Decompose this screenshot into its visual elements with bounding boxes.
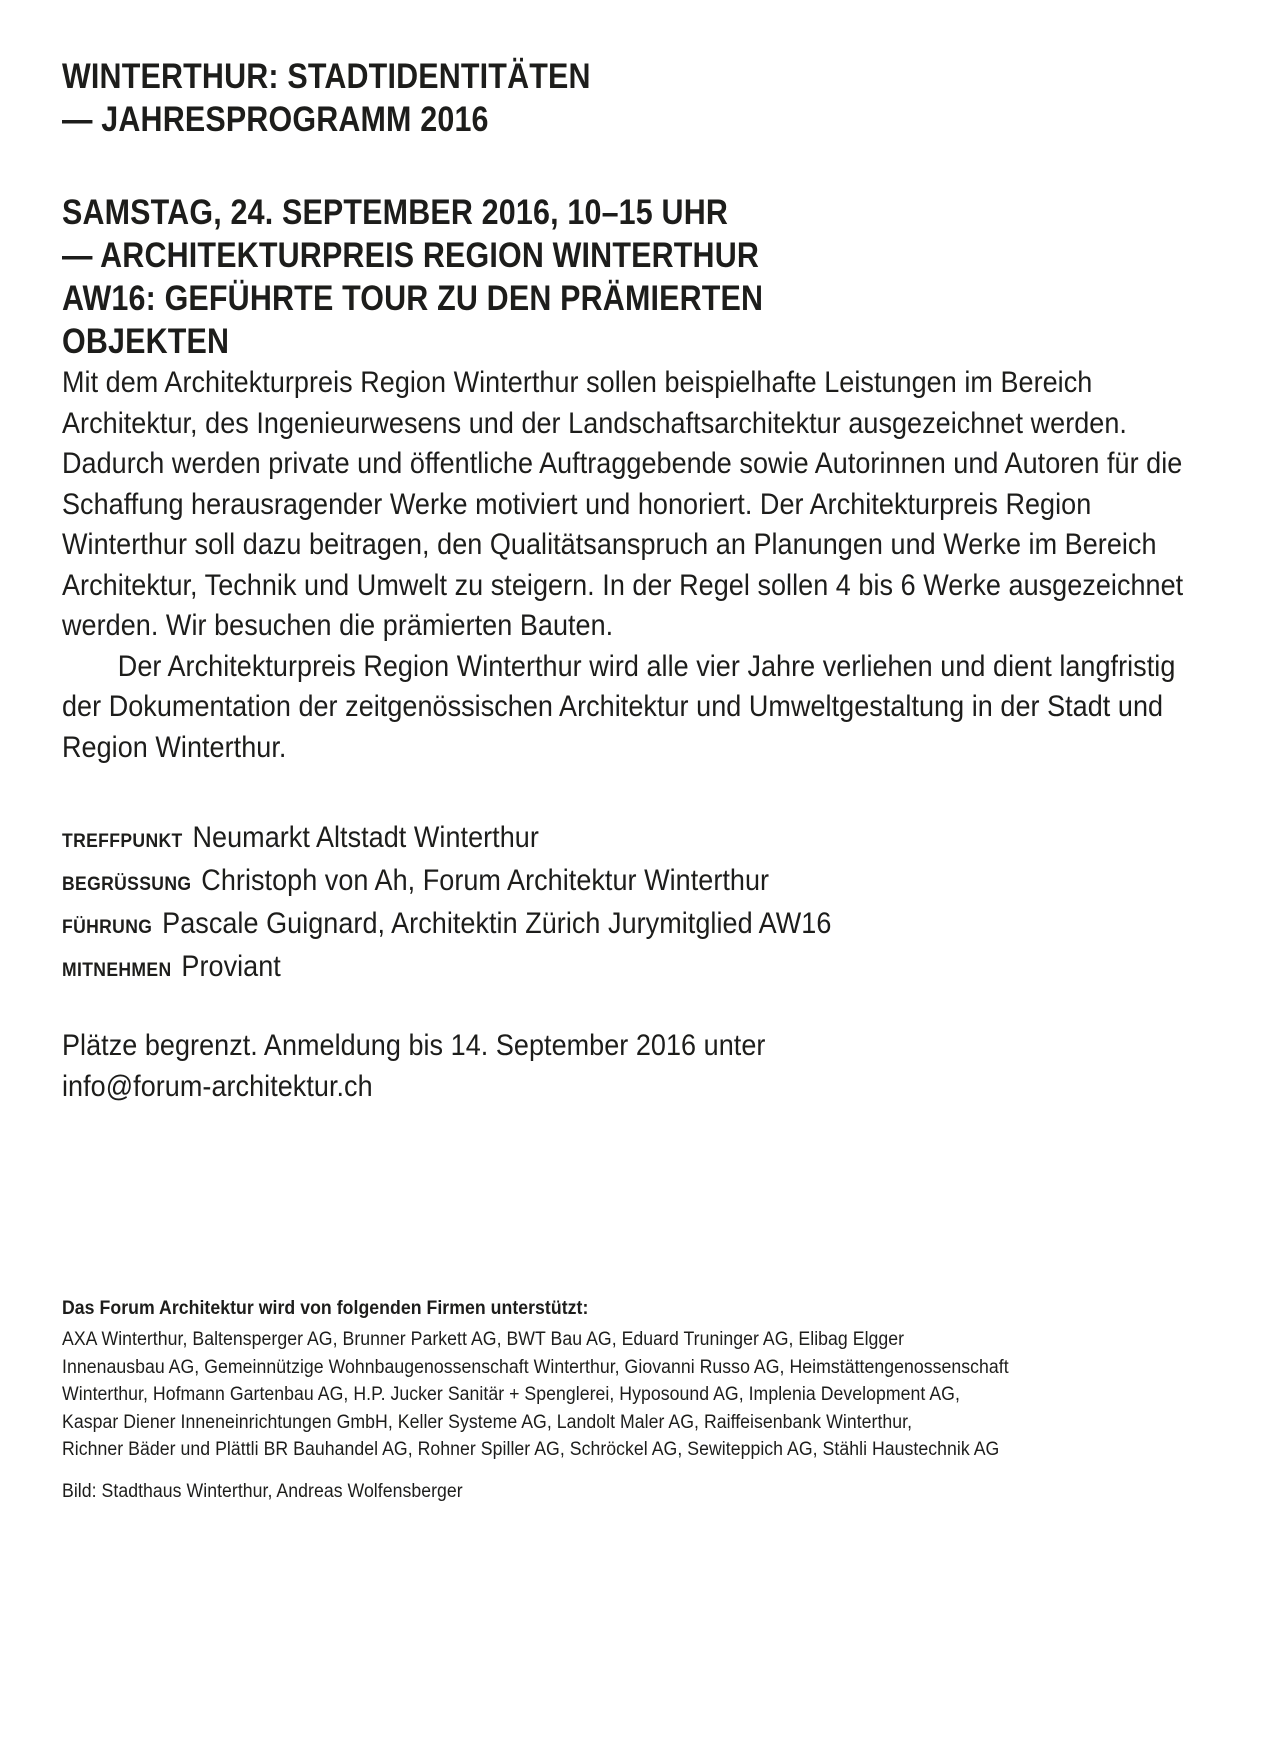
description-paragraph-1: Mit dem Architekturpreis Region Winterthur sollen beispielhafte Leistungen im Bereich Architektur, des Ingenieurwesens und der Landschaftsarchitektur ausgezeichnet werden. Dadurch werden private und öffentliche Auftraggebende sowie Autorinnen und Autoren für die Schaffung herausragender Werke motiviert und honoriert. Der Architekturpreis Region Winterthur soll dazu beitragen, den Qualitätsanspruch an Planungen und Werke im Bereich Architektur, Technik und Umwelt zu steigern. In der Regel sollen 4 bis 6 Werke ausgezeichnet werden. Wir besuchen die prämierten Bauten. bbox=[62, 366, 1184, 642]
description-spacer bbox=[62, 768, 1214, 818]
detail-row-treffpunkt bbox=[62, 818, 1215, 861]
event-details-list bbox=[62, 818, 1215, 990]
sponsors-line: Kaspar Diener Inneneinrichtungen GmbH, Keller Systeme AG, Landolt Maler AG, Raiffeisenbank Winterthur, bbox=[62, 1411, 913, 1433]
detail-row-begruessung bbox=[62, 861, 1215, 904]
sponsors-heading: Das Forum Architektur wird von folgenden Firmen unterstützt: bbox=[62, 1298, 589, 1319]
description-paragraph-2: Der Architekturpreis Region Winterthur wird alle vier Jahre verliehen und dient langfristig der Dokumentation der zeitgenössischen Architektur und Umweltgestaltung in der Stadt und Region Winterthur. bbox=[62, 649, 1176, 764]
event-title bbox=[62, 191, 1215, 363]
event-title-line-3: AW16: GEFÜHRTE TOUR ZU DEN PRÄMIERTEN bbox=[62, 279, 764, 318]
detail-label-begruessung: BEGRÜSSUNG bbox=[62, 873, 192, 895]
sponsors-section bbox=[62, 1295, 1048, 1464]
event-title-line-1: SAMSTAG, 24. SEPTEMBER 2016, 10–15 UHR bbox=[62, 193, 729, 232]
event-description bbox=[62, 363, 1215, 768]
registration-email[interactable]: info@forum-architektur.ch bbox=[62, 1069, 373, 1103]
sponsors-line: Innenausbau AG, Gemeinnützige Wohnbaugenossenschaft Winterthur, Giovanni Russo AG, Heimstättengenossenschaft bbox=[62, 1356, 1009, 1378]
series-title-line-1: WINTERTHUR: STADTIDENTITÄTEN bbox=[62, 57, 591, 96]
detail-row-fuehrung bbox=[62, 904, 1215, 947]
series-title-line-2: — JAHRESPROGRAMM 2016 bbox=[62, 100, 489, 139]
detail-label-fuehrung: FÜHRUNG bbox=[62, 916, 153, 938]
heading-spacer bbox=[62, 141, 1214, 191]
detail-value-mitnehmen: Proviant bbox=[181, 950, 281, 983]
sponsors-list bbox=[62, 1326, 1048, 1464]
detail-label-mitnehmen: MITNEHMEN bbox=[62, 959, 172, 981]
detail-row-mitnehmen bbox=[62, 947, 1215, 990]
sponsors-line: AXA Winterthur, Baltensperger AG, Brunner Parkett AG, BWT Bau AG, Eduard Truninger AG, Elibag Elgger bbox=[62, 1329, 905, 1350]
series-title bbox=[62, 55, 1215, 141]
registration-info bbox=[62, 1026, 1215, 1107]
detail-value-treffpunkt: Neumarkt Altstadt Winterthur bbox=[192, 821, 539, 854]
image-credit: Bild: Stadthaus Winterthur, Andreas Wolfensberger bbox=[62, 1481, 463, 1502]
details-spacer bbox=[62, 990, 1214, 1026]
registration-deadline: Plätze begrenzt. Anmeldung bis 14. September 2016 unter bbox=[62, 1029, 766, 1062]
detail-label-treffpunkt: TREFFPUNKT bbox=[62, 830, 183, 852]
detail-value-fuehrung: Pascale Guignard, Architektin Zürich Jurymitglied AW16 bbox=[162, 907, 832, 940]
sponsors-line: Winterthur, Hofmann Gartenbau AG, H.P. Jucker Sanitär + Spenglerei, Hyposound AG, Implenia Development AG, bbox=[62, 1384, 960, 1405]
detail-value-begruessung: Christoph von Ah, Forum Architektur Winterthur bbox=[201, 864, 770, 897]
event-title-line-2: — ARCHITEKTURPREIS REGION WINTERTHUR bbox=[62, 236, 760, 275]
event-title-line-4: OBJEKTEN bbox=[62, 322, 230, 361]
sponsors-line: Richner Bäder und Plättli BR Bauhandel AG, Rohner Spiller AG, Schröckel AG, Sewiteppich AG, Stähli Haustechnik AG bbox=[62, 1439, 1000, 1460]
